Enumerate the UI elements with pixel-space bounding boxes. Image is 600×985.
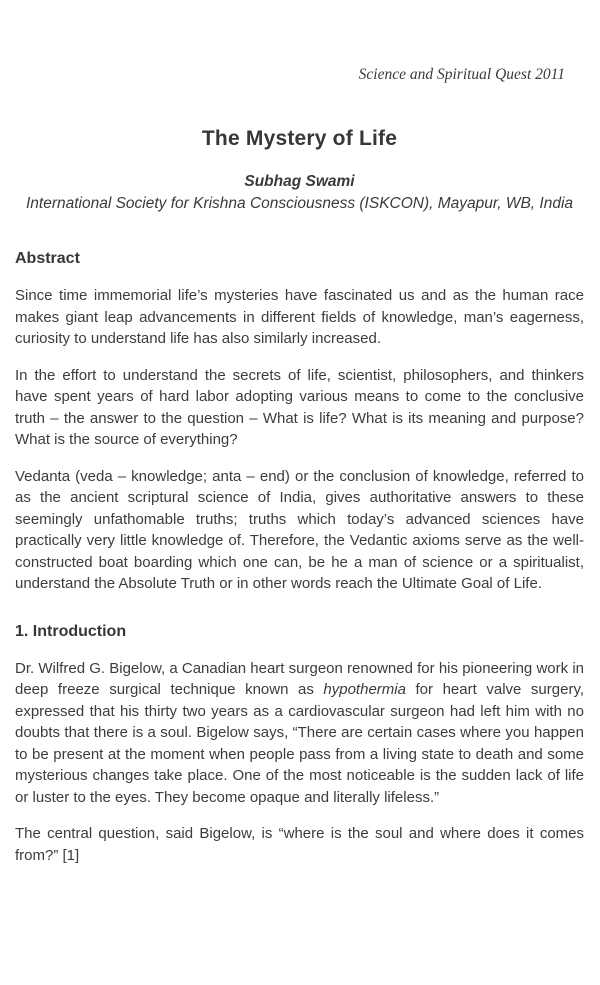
intro-paragraph-text-before: Dr. Wilfred G. Bigelow, a Canadian heart surgeon renowned for his pioneering work in deep freeze surgical technique known as xyxy=(15,659,584,698)
italic-term-hypothermia: hypothermia xyxy=(323,681,406,698)
paper-title: The Mystery of Life xyxy=(201,127,398,150)
author-name: Subhag Swami xyxy=(244,173,355,190)
abstract-paragraph-3: Vedanta (veda – knowledge; anta – end) or the conclusion of knowledge, referred to as the ancient scriptural science of India, gives authoritative answers to these seemingly unfathomable truths; truths which today’s advanced sciences have practically very little knowledge of. Therefore, the Vedantic axioms serve as the well-constructed boat boarding which one can, be he a man of science or a spiritualist, understand the Absolute Truth or in other words reach the Ultimate Goal of Life. xyxy=(15,467,584,592)
introduction-paragraph-1 xyxy=(15,658,584,809)
introduction-heading: 1. Introduction xyxy=(15,622,127,640)
author-affiliation: International Society for Krishna Consciousness (ISKCON), Mayapur, WB, India xyxy=(25,195,574,212)
abstract-heading: Abstract xyxy=(15,250,80,267)
abstract-paragraph-2: In the effort to understand the secrets of life, scientist, philosophers, and thinkers have spent years of hard labor adopting various means to come to the conclusive truth – the answer to the question – What is life? What is its meaning and purpose? What is the source of everything? xyxy=(15,366,584,448)
introduction-paragraph-2: The central question, said Bigelow, is “where is the soul and where does it comes from?” [1] xyxy=(15,825,584,864)
journal-header: Science and Spiritual Quest 2011 xyxy=(358,66,565,83)
abstract-paragraph-1: Since time immemorial life’s mysteries have fascinated us and as the human race makes giant leap advancements in different fields of knowledge, man’s eagerness, curiosity to understand life has also similarly increased. xyxy=(15,287,584,347)
intro-paragraph-text-after: for heart valve surgery, expressed that his thirty two years as a cardiovascular surgeon had left him with no doubts that there is a soul. Bigelow says, “There are certain cases where you happen to be present at the moment when people pass from a living state to death and some mysterious changes take place. One of the most noticeable is the sudden lack of life or luster to the eyes. They become opaque and literally lifeless.” xyxy=(15,681,584,806)
